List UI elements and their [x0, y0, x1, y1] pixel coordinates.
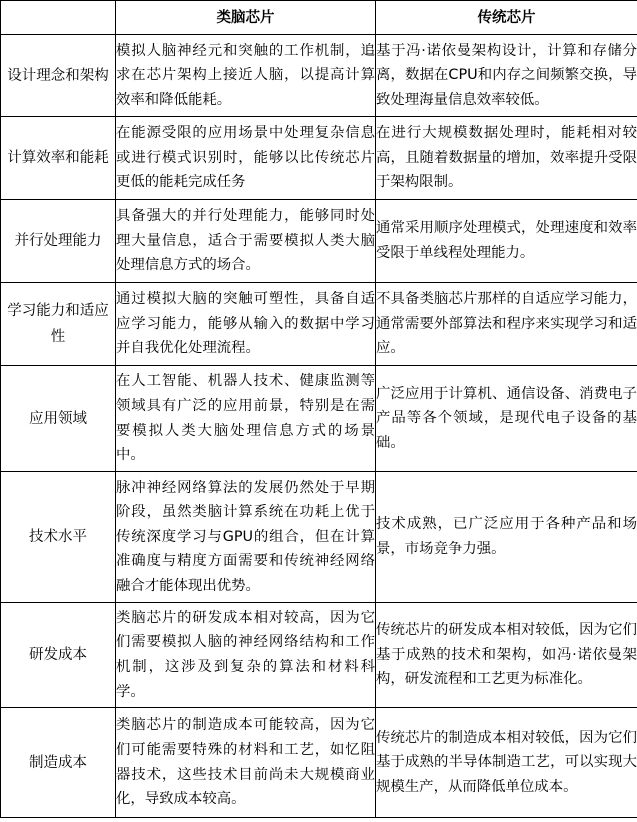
table-row: [1, 117, 637, 200]
table-row: [1, 35, 637, 117]
row-dimension: 研发成本: [1, 603, 116, 708]
table-row: [1, 200, 637, 283]
traditional-cell: 技术成熟，已广泛应用于各种产品和场景，市场竞争力强。: [376, 472, 637, 603]
neuromorphic-cell: 模拟人脑神经元和突触的工作机制，追求在芯片架构上接近人脑，以提高计算效率和降低能耗。: [116, 35, 376, 117]
row-dimension: 计算效率和能耗: [1, 117, 116, 200]
row-dimension: 学习能力和适应性: [1, 283, 116, 366]
row-dimension: 应用领域: [1, 366, 116, 472]
neuromorphic-cell: 在能源受限的应用场景中处理复杂信息或进行模式识别时，能够以比传统芯片更低的能耗完成任务: [116, 117, 376, 200]
traditional-cell: 广泛应用于计算机、通信设备、消费电子产品等各个领域，是现代电子设备的基础。: [376, 366, 637, 472]
row-dimension: 技术水平: [1, 472, 116, 603]
neuromorphic-cell: 脉冲神经网络算法的发展仍然处于早期阶段，虽然类脑计算系统在功耗上优于传统深度学习与GPU的组合，但在计算准确度与精度方面需要和传统神经网络融合才能体现出优势。: [116, 472, 376, 603]
table-row: [1, 603, 637, 708]
table-row: [1, 283, 637, 366]
table-row: [1, 708, 637, 818]
row-dimension: 并行处理能力: [1, 200, 116, 283]
neuromorphic-cell: 具备强大的并行处理能力，能够同时处理大量信息，适合于需要模拟人类大脑处理信息方式的场合。: [116, 200, 376, 283]
traditional-cell: 在进行大规模数据处理时，能耗相对较高，且随着数据量的增加，效率提升受限于架构限制。: [376, 117, 637, 200]
header-neuromorphic-chip: 类脑芯片: [116, 1, 376, 35]
header-row: [1, 1, 637, 35]
traditional-cell: 通常采用顺序处理模式，处理速度和效率受限于单线程处理能力。: [376, 200, 637, 283]
traditional-cell: 传统芯片的制造成本相对较低，因为它们基于成熟的半导体制造工艺，可以实现大规模生产，从而降低单位成本。: [376, 708, 637, 818]
neuromorphic-cell: 通过模拟大脑的突触可塑性，具备自适应学习能力，能够从输入的数据中学习并自我优化处理流程。: [116, 283, 376, 366]
traditional-cell: 基于冯·诺依曼架构设计，计算和存储分离，数据在CPU和内存之间频繁交换，导致处理海量信息效率较低。: [376, 35, 637, 117]
traditional-cell: 不具备类脑芯片那样的自适应学习能力，通常需要外部算法和程序来实现学习和适应。: [376, 283, 637, 366]
row-dimension: 设计理念和架构: [1, 35, 116, 117]
neuromorphic-cell: 类脑芯片的研发成本相对较高，因为它们需要模拟人脑的神经网络结构和工作机制，这涉及到复杂的算法和材料科学。: [116, 603, 376, 708]
row-dimension: 制造成本: [1, 708, 116, 818]
header-corner: [1, 1, 116, 35]
table-row: [1, 472, 637, 603]
neuromorphic-cell: 类脑芯片的制造成本可能较高，因为它们可能需要特殊的材料和工艺，如忆阻器技术，这些技术目前尚未大规模商业化，导致成本较高。: [116, 708, 376, 818]
traditional-cell: 传统芯片的研发成本相对较低，因为它们基于成熟的技术和架构，如冯·诺依曼架构，研发流程和工艺更为标准化。: [376, 603, 637, 708]
neuromorphic-cell: 在人工智能、机器人技术、健康监测等领域具有广泛的应用前景，特别是在需要模拟人类大脑处理信息方式的场景中。: [116, 366, 376, 472]
header-traditional-chip: 传统芯片: [376, 1, 637, 35]
table-row: [1, 366, 637, 472]
